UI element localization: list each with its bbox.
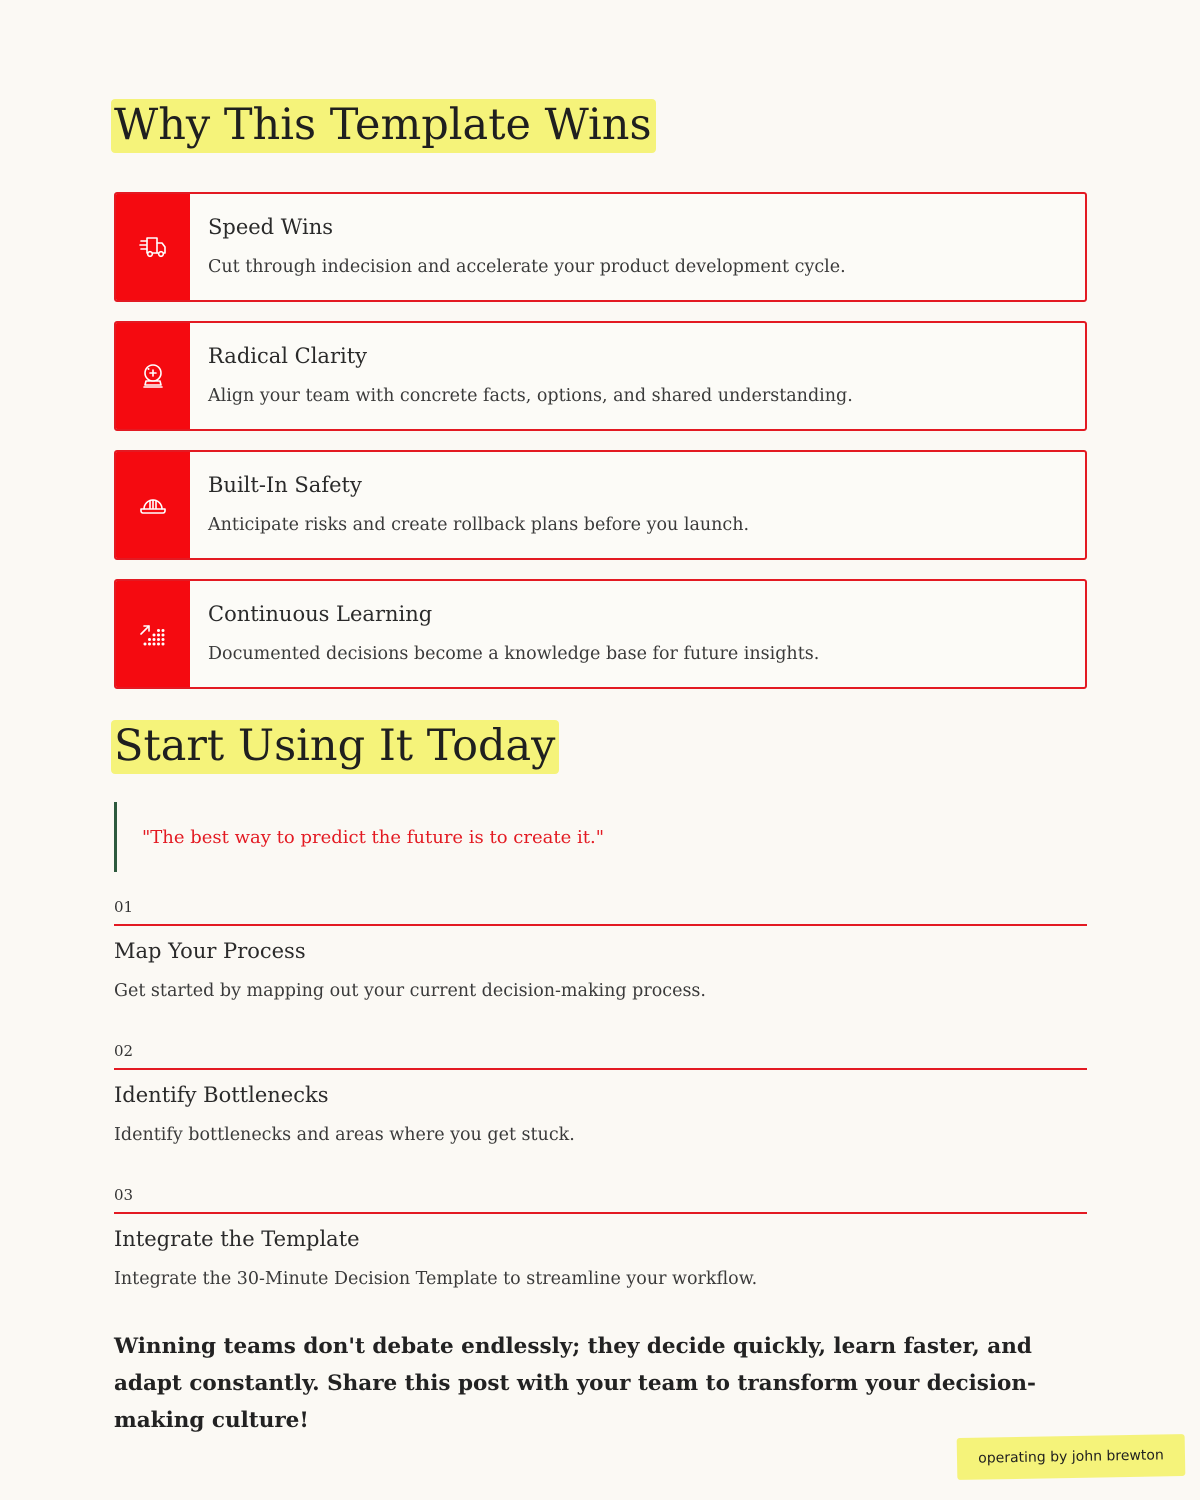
feature-icon-box bbox=[116, 194, 190, 300]
feature-description: Anticipate risks and create rollback plans before you launch. bbox=[208, 515, 750, 535]
crystal-ball-icon bbox=[139, 362, 167, 390]
step-title: Identify Bottlenecks bbox=[114, 1083, 329, 1107]
start-using-heading: Start Using It Today bbox=[111, 720, 559, 774]
feature-icon-box bbox=[116, 323, 190, 429]
feature-title: Built-In Safety bbox=[208, 473, 362, 497]
feature-title: Continuous Learning bbox=[208, 602, 433, 626]
step-description: Get started by mapping out your current decision-making process. bbox=[114, 981, 706, 1001]
hard-hat-icon bbox=[139, 491, 167, 519]
step-title: Integrate the Template bbox=[114, 1227, 360, 1251]
step-number: 02 bbox=[114, 1042, 134, 1060]
step-number: 01 bbox=[114, 898, 134, 916]
step-description: Identify bottlenecks and areas where you get stuck. bbox=[114, 1125, 575, 1145]
step-divider bbox=[114, 1212, 1087, 1214]
step-description: Integrate the 30-Minute Decision Template to streamline your workflow. bbox=[114, 1269, 758, 1289]
feature-title: Radical Clarity bbox=[208, 344, 368, 368]
step-number: 03 bbox=[114, 1186, 134, 1204]
step-title: Map Your Process bbox=[114, 939, 306, 963]
delivery-truck-icon bbox=[139, 233, 167, 261]
feature-description: Cut through indecision and accelerate your product development cycle. bbox=[208, 257, 846, 277]
why-template-wins-heading: Why This Template Wins bbox=[111, 99, 656, 153]
feature-icon-box bbox=[116, 581, 190, 687]
feature-card-speed bbox=[114, 192, 1087, 302]
feature-card-learning bbox=[114, 579, 1087, 689]
feature-card-clarity bbox=[114, 321, 1087, 431]
step-divider bbox=[114, 924, 1087, 926]
author-badge: operating by john brewton bbox=[957, 1434, 1186, 1480]
step-divider bbox=[114, 1068, 1087, 1070]
feature-description: Documented decisions become a knowledge base for future insights. bbox=[208, 644, 820, 664]
feature-title: Speed Wins bbox=[208, 215, 334, 239]
feature-icon-box bbox=[116, 452, 190, 558]
feature-card-safety bbox=[114, 450, 1087, 560]
feature-description: Align your team with concrete facts, options, and shared understanding. bbox=[208, 386, 853, 406]
closing-statement: Winning teams don't debate endlessly; they decide quickly, learn faster, and adapt constantly. Share this post with your team to transform your decision-making culture! bbox=[114, 1334, 1036, 1433]
growth-dots-icon bbox=[139, 620, 167, 648]
quote-block: "The best way to predict the future is to create it." bbox=[114, 802, 604, 872]
